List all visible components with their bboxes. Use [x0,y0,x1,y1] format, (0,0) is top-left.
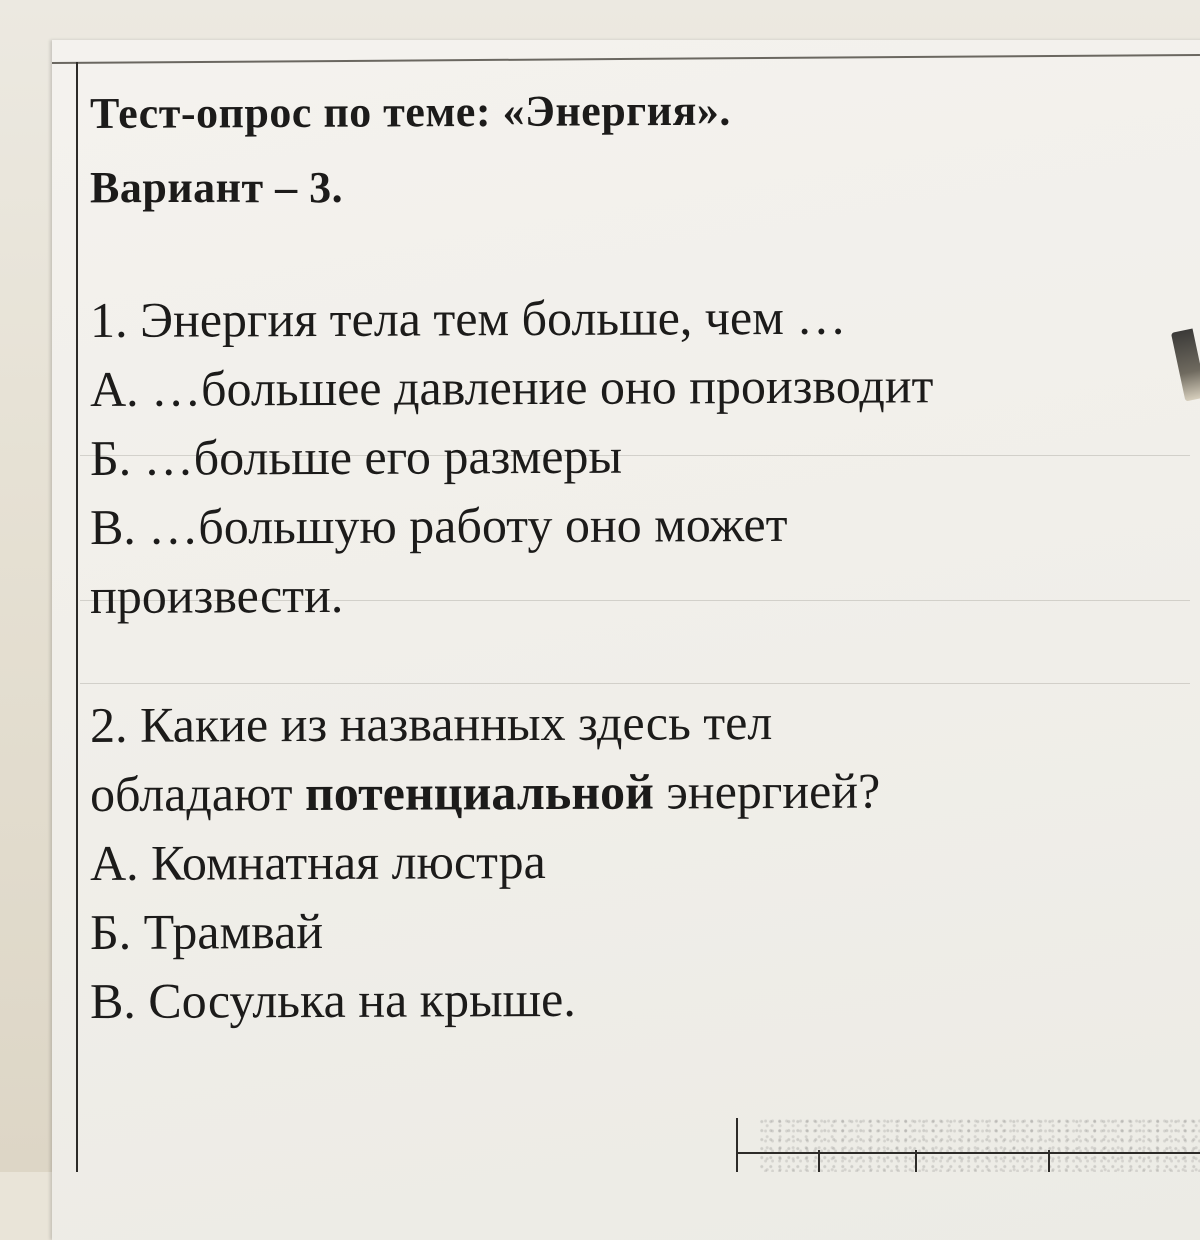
question-1-option-c-continued: произвести. [89,566,344,624]
print-speckle [760,1118,1200,1172]
question-1-option-b: Б. …больше его размеры [89,427,623,486]
table-divider-line [915,1150,917,1172]
question-1-option-c: В. …большую работу оно может [89,495,788,555]
question-1-option-a: А. …большее давление оно производит [89,357,934,417]
question-2 [90,691,1180,1036]
question-2-option-a: А. Комнатная люстра [89,833,546,891]
question-2-text-line-2 [90,755,1180,829]
question-2-bold-term: потенциальной [304,763,655,822]
left-border-line [76,62,78,1172]
test-content [90,78,1180,1036]
question-1 [90,286,1180,631]
table-divider-line [1048,1150,1050,1172]
question-2-text-after: энергией? [653,762,881,820]
question-1-text: 1. Энергия тела тем больше, чем … [89,288,847,348]
table-divider-line [736,1118,738,1172]
table-top-border [736,1152,1200,1154]
question-2-option-c: В. Сосулька на крыше. [89,970,576,1029]
question-2-text-before: обладают [89,765,306,822]
question-2-option-b: Б. Трамвай [89,902,324,960]
question-2-text-line-1: 2. Какие из названных здесь тел [89,694,773,753]
variant-label: Вариант – 3. [90,163,344,212]
page-title: Тест-опрос по теме: «Энергия». [89,85,731,138]
table-divider-line [818,1150,820,1172]
